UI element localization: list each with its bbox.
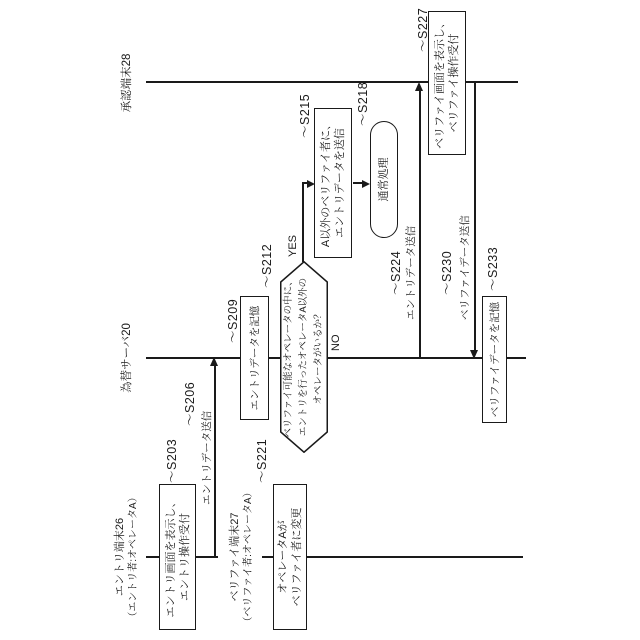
ref-label-s227: 〜S227 (416, 7, 430, 52)
s221-line2: ベリファイ者に変更 (291, 507, 303, 607)
decision-s212-line3: オペレータがいるか？ (313, 309, 324, 405)
ref-label-s212: 〜S212 (260, 243, 274, 288)
ref-label-s218: 〜S218 (356, 81, 370, 126)
step-box-s215 (314, 108, 352, 258)
entry-terminal-operator: （エントリ者:オペレータA） (128, 492, 139, 622)
s227-line1: ベリファイ画面を表示し、 (434, 17, 446, 149)
s209-label: エントリデータを記憶 (248, 305, 261, 411)
s215-line1: A以外のベリファイ者に、 (320, 118, 332, 248)
s227-line2: ベリファイ操作受付 (448, 33, 460, 133)
entry-terminal-name: エントリ端末26 (114, 517, 126, 597)
s215-line2: エントリデータを送信 (334, 128, 346, 238)
s221-line1: オペレータAが (277, 520, 289, 594)
arrow-s224-line (419, 91, 421, 358)
branch-label-yes: YES (287, 234, 299, 257)
arrow-s230-line (474, 82, 476, 350)
s215-s218-connector (353, 183, 362, 185)
participant-label-server: 為替サーバ20 (121, 323, 133, 393)
ref-label-s233: 〜S233 (486, 246, 500, 291)
decision-s212-text (281, 261, 326, 453)
lifeline-server (146, 358, 526, 360)
participant-label-verify-terminal (228, 477, 256, 637)
verify-terminal-operator: （ベリファイ者:オペレータA） (243, 487, 254, 627)
ref-label-s224: 〜S224 (389, 250, 403, 295)
ref-label-s203: 〜S203 (165, 438, 179, 483)
arrow-s206-head-icon (210, 357, 218, 366)
step-box-s227 (428, 11, 466, 155)
ref-label-s206: 〜S206 (183, 381, 197, 426)
step-box-s221 (273, 484, 307, 630)
step-box-s209 (240, 296, 269, 420)
decision-s212-line1: ベリファイ可能なオペレータの中に、 (283, 276, 294, 438)
arrow-s230-head-icon (470, 350, 478, 359)
s233-label: ベリファイデータを記憶 (488, 301, 501, 418)
ref-label-s209: 〜S209 (226, 298, 240, 343)
s218-label: 通常処理 (378, 157, 390, 202)
branch-label-no: NO (330, 334, 342, 351)
s215-s218-head-icon (362, 180, 370, 188)
verify-terminal-name: ベリファイ端末27 (229, 512, 241, 602)
participant-label-approval-terminal: 承認端末28 (121, 53, 133, 113)
arrow-s206-label: エントリデータ送信 (201, 410, 213, 505)
yes-branch-hline (302, 183, 304, 262)
s203-line1: エントリ画面を表示し、 (164, 496, 177, 618)
decision-s212-line2: エントリを行ったオペレータA以外の (298, 277, 309, 437)
step-box-s203 (159, 484, 196, 630)
ref-label-s215: 〜S215 (298, 93, 312, 138)
arrow-s224-head-icon (415, 82, 423, 91)
terminator-s218 (370, 121, 398, 238)
arrow-s230-label: ベリファイデータ送信 (459, 215, 471, 320)
arrow-s206-line (214, 366, 216, 557)
ref-label-s221: 〜S221 (255, 438, 269, 483)
participant-label-entry-terminal (113, 477, 141, 637)
ref-label-s230: 〜S230 (440, 250, 454, 295)
arrow-s224-label: エントリデータ送信 (405, 225, 417, 320)
s203-line2: エントリ操作受付 (178, 513, 191, 601)
step-box-s233 (482, 296, 507, 423)
